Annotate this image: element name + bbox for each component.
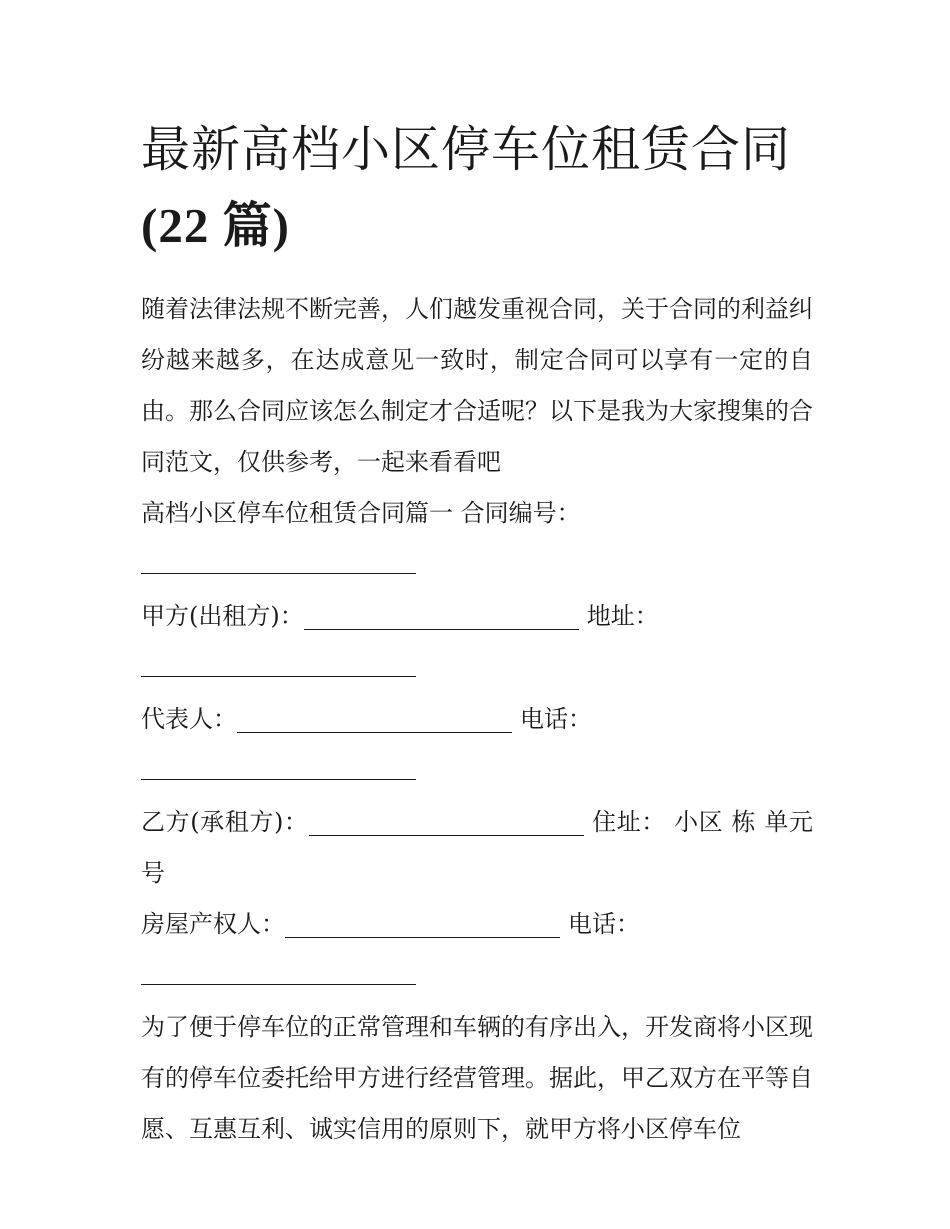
title-line-2: (22 篇) bbox=[141, 198, 290, 253]
address-label: 地址： bbox=[586, 602, 659, 630]
clause-paragraph: 为了便于停车位的正常管理和车辆的有序出入，开发商将小区现有的停车位委托给甲方进行经营管理。据此，甲乙双方在平等自愿、互惠互利、诚实信用的原则下，就甲方将小区停车位 bbox=[141, 1013, 813, 1143]
address-blank bbox=[141, 642, 416, 677]
document-page bbox=[141, 112, 813, 1155]
intro-paragraph: 随着法律法规不断完善，人们越发重视合同，关于合同的利益纠纷越来越多，在达成意见一致时，制定合同可以享有一定的自由。那么合同应该怎么制定才合适呢？以下是我为大家搜集的合同范文，仅供参考，一起来看看吧 bbox=[141, 295, 813, 476]
section-heading bbox=[141, 488, 813, 539]
party-a-blank bbox=[304, 595, 579, 630]
document-title bbox=[141, 112, 813, 264]
document-body bbox=[141, 284, 813, 1155]
title-line-1: 最新高档小区停车位租赁合同 bbox=[141, 121, 792, 178]
owner-line bbox=[141, 899, 813, 950]
representative-label: 代表人： bbox=[141, 705, 237, 733]
phone-label-2: 电话： bbox=[568, 910, 640, 938]
owner-blank bbox=[285, 903, 560, 938]
representative-blank bbox=[237, 698, 512, 733]
party-b-line bbox=[141, 797, 813, 899]
party-a-label: 甲方(出租方)： bbox=[141, 602, 304, 630]
party-b-label: 乙方(承租方)： bbox=[141, 808, 309, 836]
party-a-line bbox=[141, 591, 813, 642]
party-b-blank bbox=[309, 801, 584, 836]
representative-line bbox=[141, 694, 813, 745]
phone-blank-1 bbox=[141, 745, 416, 780]
owner-label: 房屋产权人： bbox=[141, 910, 285, 938]
phone-label-1: 电话： bbox=[520, 705, 592, 733]
section-heading-text: 高档小区停车位租赁合同篇一 合同编号： bbox=[141, 499, 581, 527]
phone-blank-2 bbox=[141, 950, 416, 985]
contract-number-blank bbox=[141, 539, 416, 574]
residence-label: 住址： 小区 栋 单元号 bbox=[141, 808, 813, 887]
